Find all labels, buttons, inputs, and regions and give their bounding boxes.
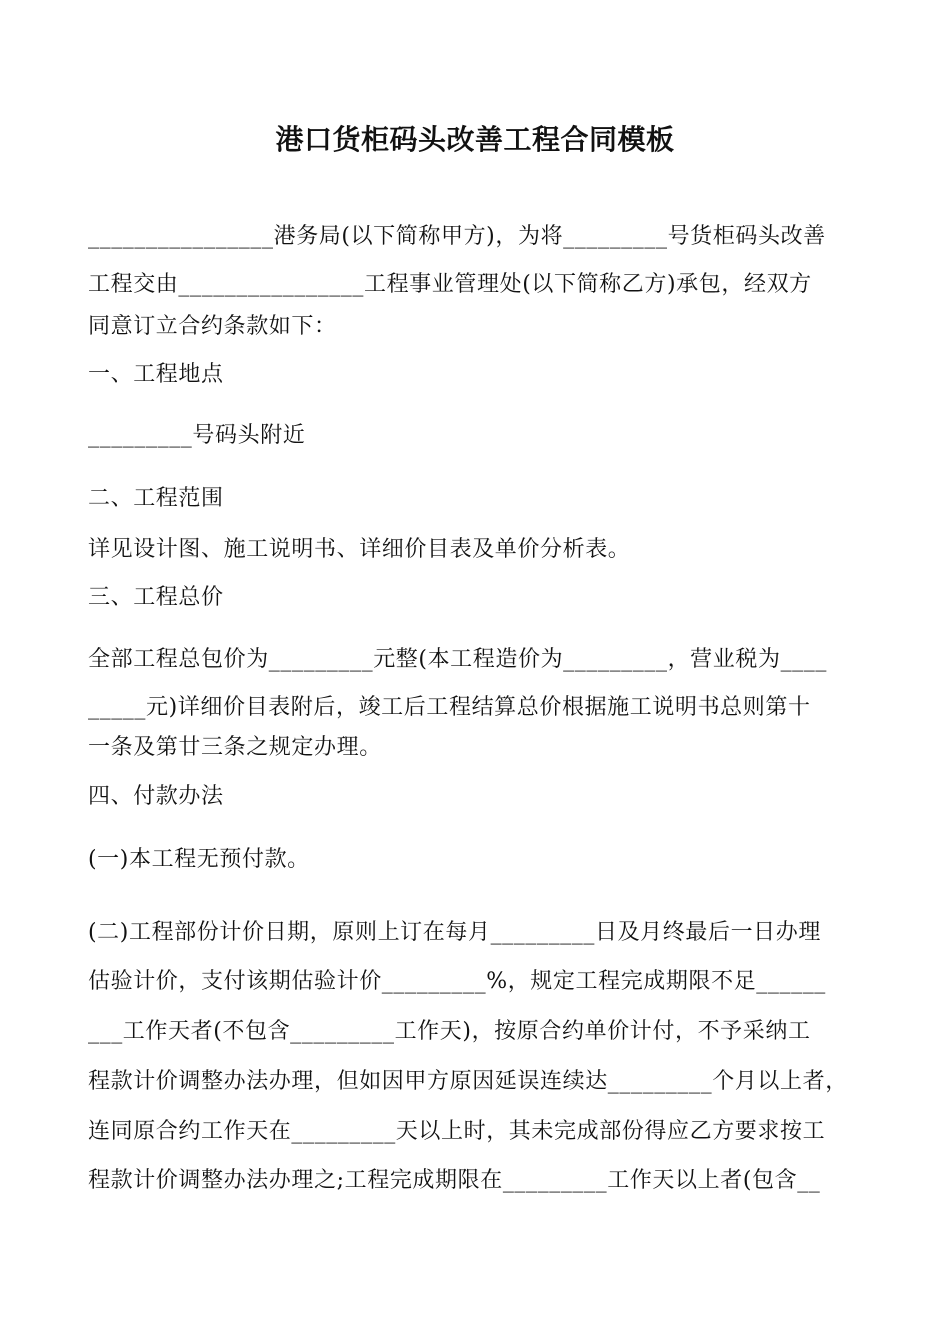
section-heading: 一、工程地点: [88, 362, 224, 387]
paragraph-line: (二)工程部份计价日期，原则上订在每月_________日及月终最后一日办理: [88, 920, 821, 945]
paragraph-line: ________________港务局(以下简称甲方)，为将_________号货柜码头改善: [88, 224, 826, 249]
paragraph-line: _____元)详细价目表附后，竣工后工程结算总价根据施工说明书总则第十: [88, 695, 811, 720]
paragraph-line: ___工作天者(不包含_________工作天)，按原合约单价计付，不予采纳工: [88, 1019, 811, 1044]
document-title: 港口货柜码头改善工程合同模板: [275, 123, 675, 156]
paragraph-line: _________号码头附近: [88, 423, 306, 448]
paragraph-line: 详见设计图、施工说明书、详细价目表及单价分析表。: [88, 537, 631, 562]
paragraph-line: 连同原合约工作天在_________天以上时，其未完成部份得应乙方要求按工: [88, 1119, 826, 1144]
paragraph-line: 程款计价调整办法办理，但如因甲方原因延误连续达_________个月以上者，: [88, 1069, 848, 1094]
paragraph-line: 程款计价调整办法办理之;工程完成期限在_________工作天以上者(包含__: [88, 1168, 821, 1193]
section-heading: 四、付款办法: [88, 784, 224, 809]
paragraph-line: 工程交由________________工程事业管理处(以下简称乙方)承包，经双方: [88, 272, 812, 297]
paragraph-line: 一条及第廿三条之规定办理。: [88, 735, 382, 760]
section-heading: 二、工程范围: [88, 486, 224, 511]
paragraph-line: 全部工程总包价为_________元整(本工程造价为_________，营业税为____: [88, 647, 827, 672]
section-heading: 三、工程总价: [88, 585, 224, 610]
paragraph-line: 估验计价，支付该期估验计价_________%，规定工程完成期限不足______: [88, 969, 826, 994]
paragraph-line: (一)本工程无预付款。: [88, 847, 310, 872]
paragraph-line: 同意订立合约条款如下：: [88, 314, 337, 339]
